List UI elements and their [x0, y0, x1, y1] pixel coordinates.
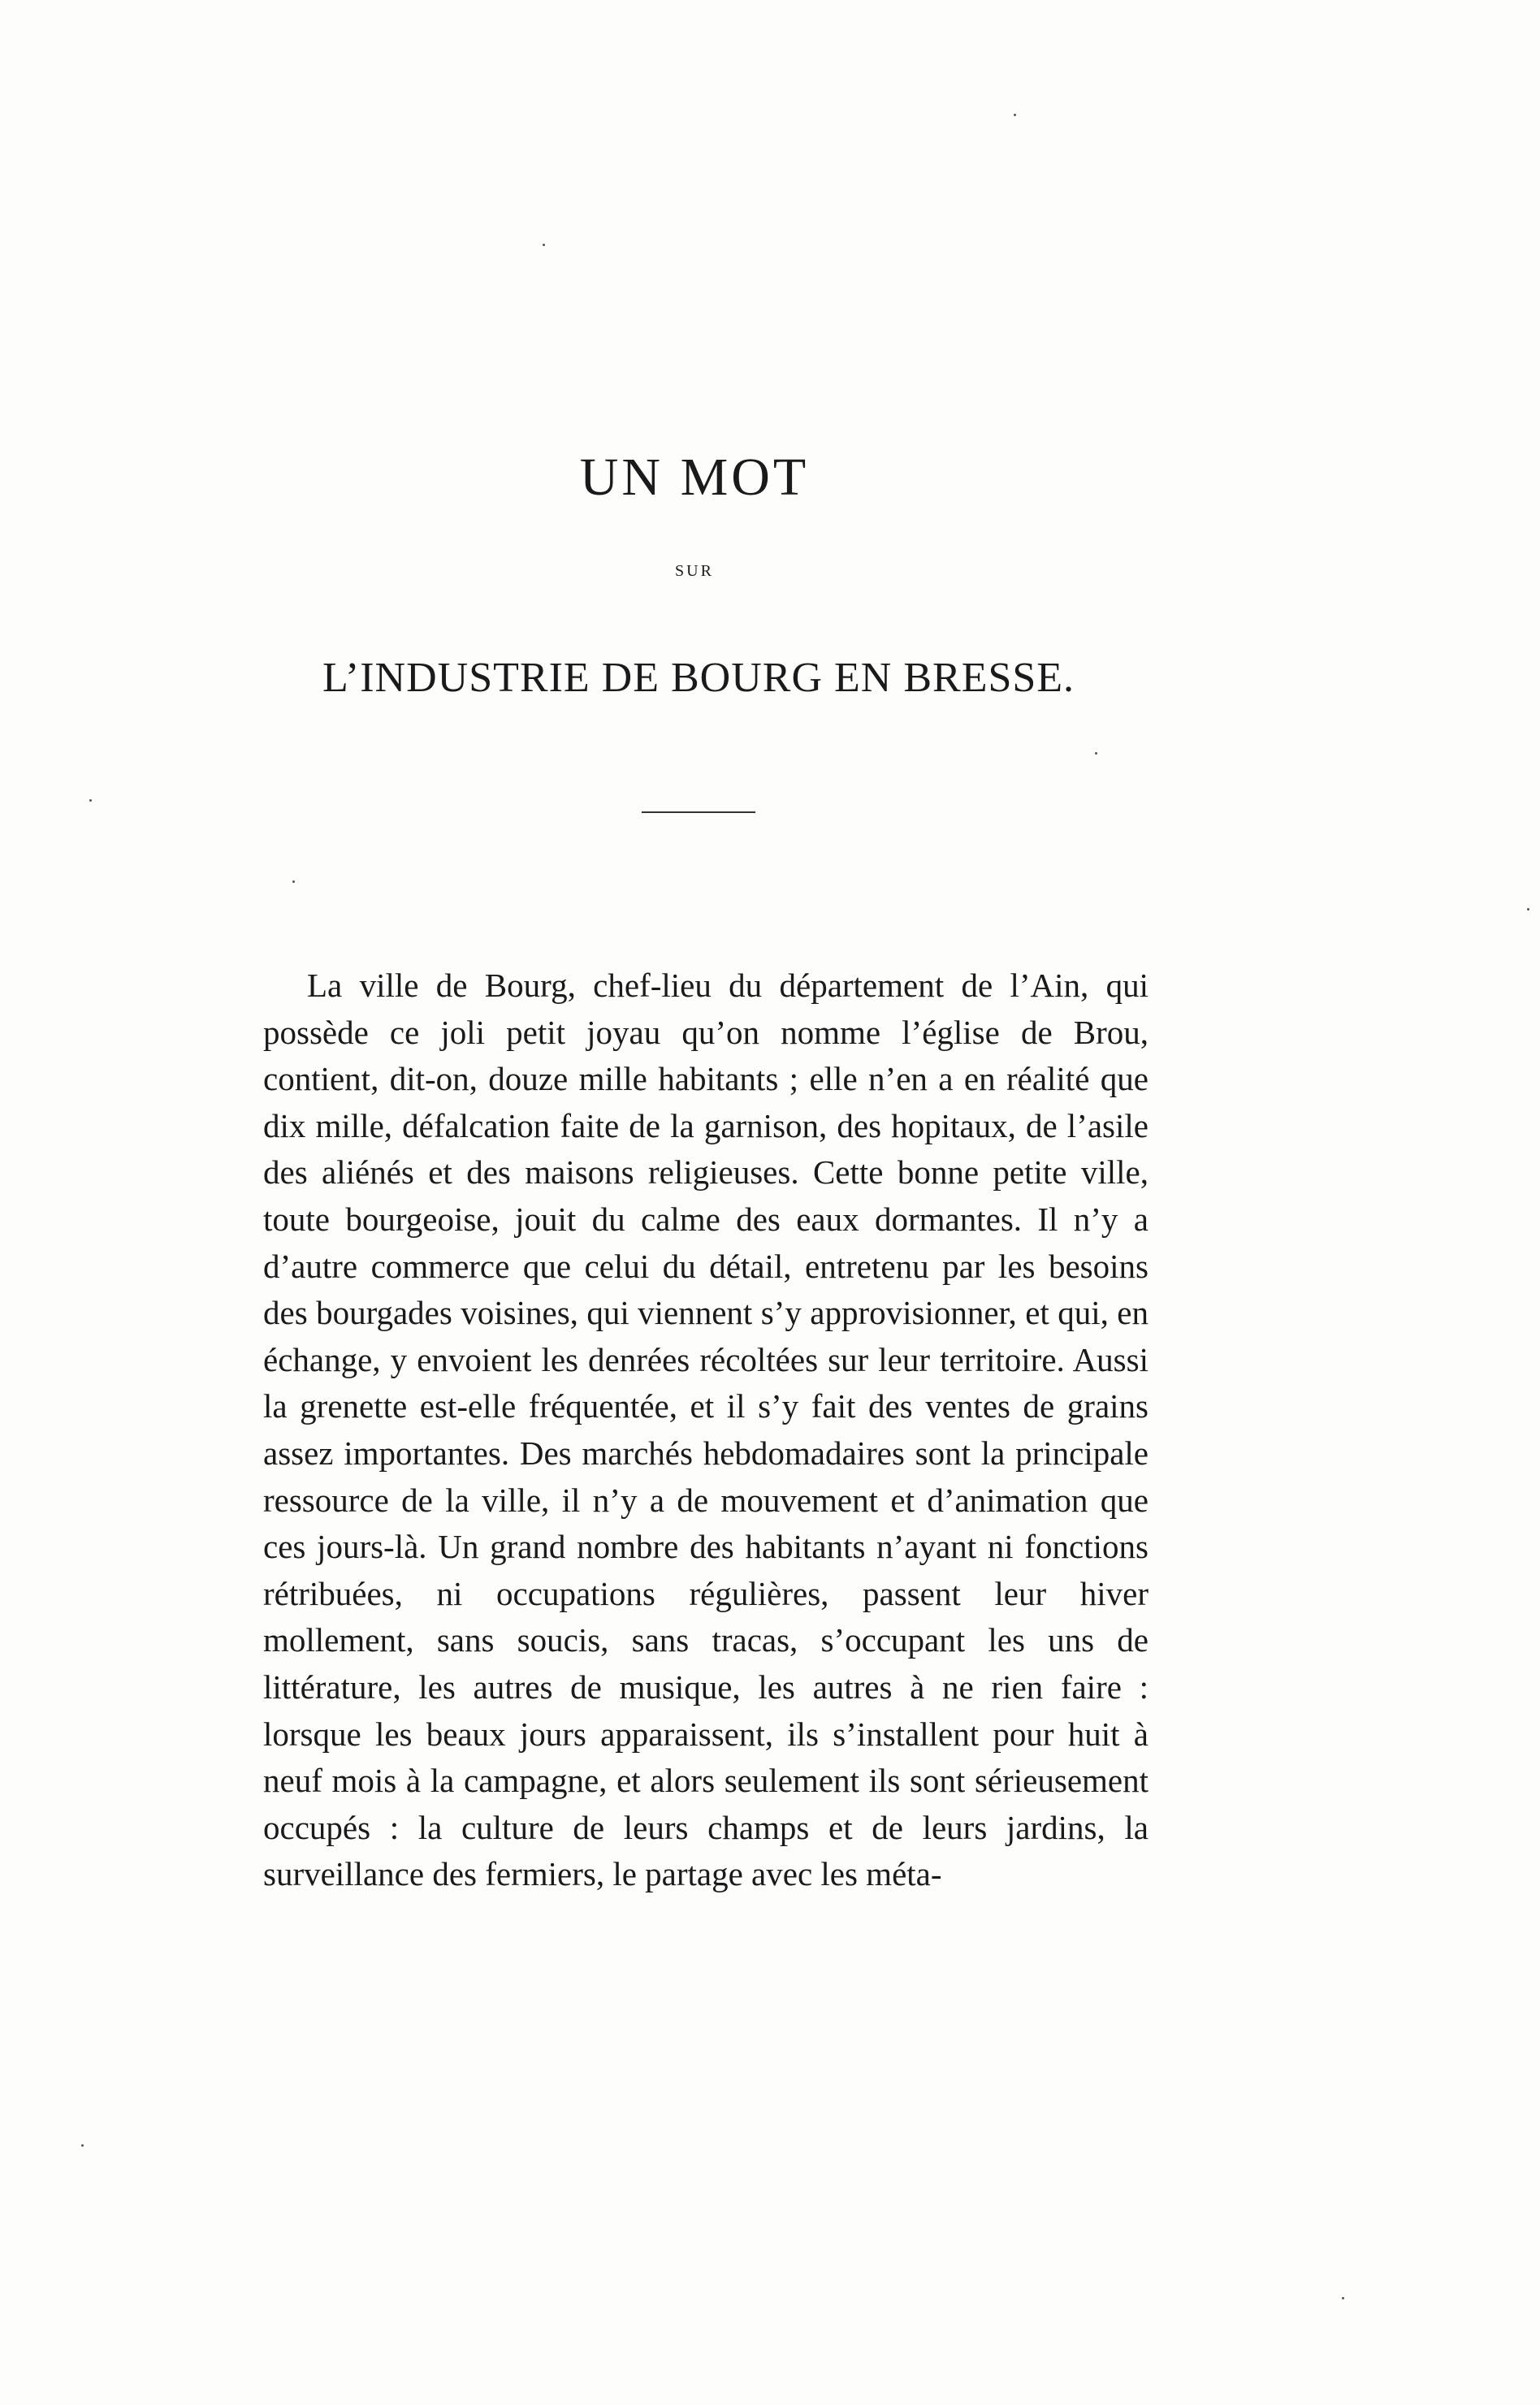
print-speck: [81, 2144, 84, 2147]
body-paragraph: La ville de Bourg, chef-lieu du département de l’Ain, qui possède ce joli petit joyau qu’on nomme l’église de Brou, contient, dit-on, douze mille habitants ; elle n’en a en réalité que dix mille, défalcation faite de la garnison, des hopitaux, de l’asile des aliénés et des maisons religieuses. Cette bonne petite ville, toute bourgeoise, jouit du calme des eaux dormantes. Il n’y a d’autre commerce que celui du détail, entretenu par les besoins des bourgades voisines, qui viennent s’y approvisionner, et qui, en échange, y envoient les denrées récoltées sur leur territoire. Aussi la grenette est-elle fréquentée, et il s’y fait des ventes de grains assez importantes. Des marchés hebdomadaires sont la principale ressource de la ville, il n’y a de mouvement et d’animation que ces jours-là. Un grand nombre des habitants n’ayant ni fonctions rétribuées, ni occupations régulières, passent leur hiver mollement, sans soucis, sans tracas, s’occupant les uns de littérature, les autres de musique, les autres à ne rien faire : lorsque les beaux jours apparaissent, ils s’installent pour huit à neuf mois à la campagne, et alors seulement ils sont sérieusement occupés : la culture de leurs champs et de leurs jardins, la surveillance des fermiers, le partage avec les méta-: [263, 967, 1149, 1893]
print-speck: [89, 799, 92, 802]
print-speck: [292, 880, 295, 883]
print-speck: [1342, 2297, 1344, 2299]
print-speck: [1527, 908, 1529, 911]
page-subtitle: L’INDUSTRIE DE BOURG EN BRESSE.: [322, 655, 1075, 701]
title-connector: SUR: [675, 562, 714, 580]
page-title: UN MOT: [579, 448, 810, 507]
print-speck: [1095, 752, 1097, 755]
section-divider: [642, 811, 755, 813]
print-speck: [1014, 114, 1016, 116]
print-speck: [543, 244, 545, 246]
